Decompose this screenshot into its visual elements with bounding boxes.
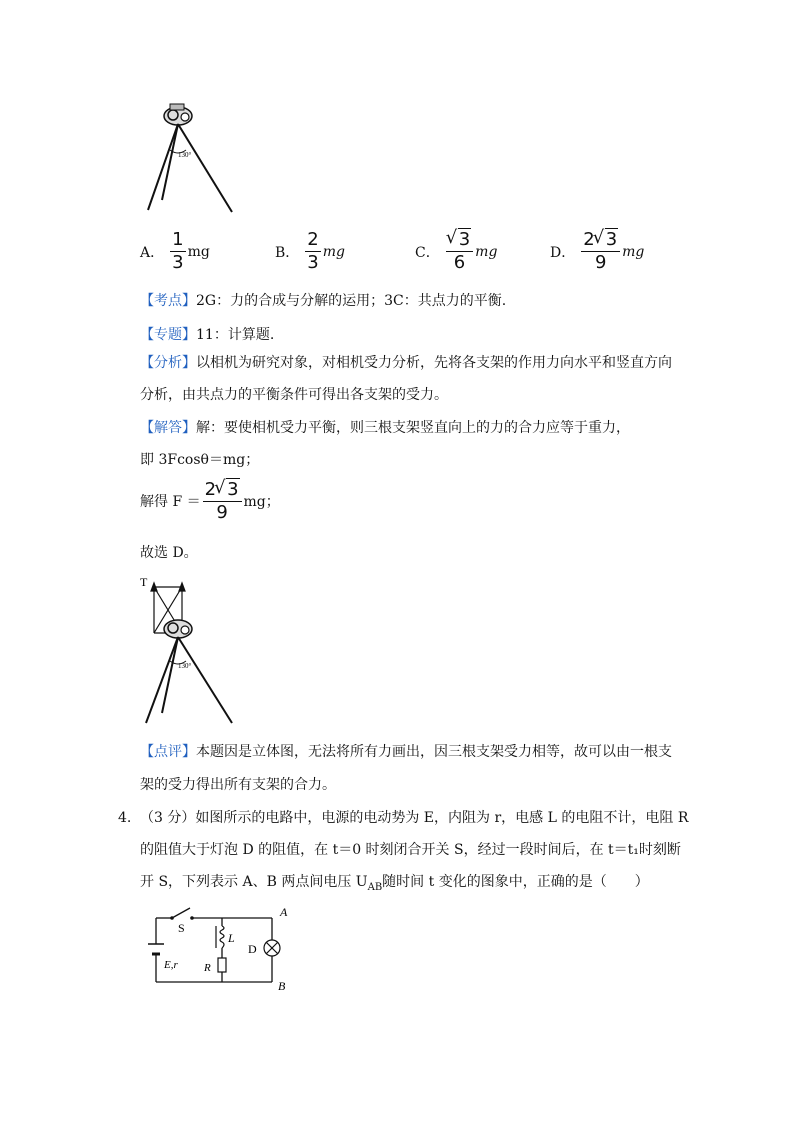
lamp-label: D bbox=[248, 942, 257, 956]
tripod-figure-2 bbox=[138, 573, 248, 728]
node-a-label: A bbox=[280, 905, 288, 919]
option-d: D． $\frac{2√ 3}{9}$ mg bbox=[550, 230, 644, 273]
jieda-line-4: 故选 D。 bbox=[140, 545, 198, 561]
resistor-icon bbox=[218, 958, 226, 972]
circuit-diagram bbox=[148, 900, 298, 995]
lamp-icon bbox=[264, 940, 280, 956]
source-label: E,r bbox=[164, 959, 178, 971]
fenxi-line-2: 分析，由共点力的平衡条件可得出各支架的受力。 bbox=[140, 387, 448, 403]
kaodian-line: 【考点】2G：力的合成与分解的运用；3C：共点力的平衡. bbox=[140, 293, 507, 309]
option-b: B． $\frac{2}{3}$ mg bbox=[275, 229, 345, 273]
resistor-label: R bbox=[204, 962, 211, 974]
zhuanti-line: 【专题】11：计算题. bbox=[140, 327, 275, 343]
battery-icon bbox=[148, 944, 164, 954]
option-a: A． $\frac{1}{3}$ mg bbox=[140, 229, 210, 273]
question-4-line-2: 的阻值大于灯泡 D 的阻值，在 t＝0 时刻闭合开关 S，经过一段时间后，在 t＝t₁时刻断 bbox=[140, 842, 681, 858]
switch-label: S bbox=[178, 921, 185, 935]
tripod-figure-1 bbox=[140, 98, 250, 218]
fenxi-line-1: 【分析】以相机为研究对象，对相机受力分析，先将各支架的作用力向水平和竖直方向 bbox=[140, 355, 672, 371]
inductor-label: L bbox=[228, 931, 235, 945]
node-b-label: B bbox=[278, 979, 286, 993]
question-4-line-1: （3 分）如图所示的电路中，电源的电动势为 E，内阻为 r，电感 L 的电阻不计，电阻 R bbox=[140, 810, 689, 826]
dianping-line-1: 【点评】本题因是立体图，无法将所有力画出，因三根支架受力相等，故可以由一根支 bbox=[140, 744, 672, 760]
jieda-line-1: 【解答】解：要使相机受力平衡，则三根支架竖直向上的力的合力应等于重力， bbox=[140, 420, 630, 436]
question-4-line-3: 开 S，下列表示 A、B 两点间电压 $U_{AB}$随时间 t 变化的图象中，正确的是（ ） bbox=[140, 874, 649, 893]
camera-icon bbox=[164, 620, 192, 638]
option-c: C． √ $\frac{3}{6}$ mg bbox=[415, 230, 497, 273]
jieda-line-2: 即 3Fcosθ＝mg； bbox=[140, 452, 260, 468]
angle-label: 130° bbox=[178, 662, 192, 670]
tripod-legs bbox=[148, 124, 232, 212]
dianping-line-2: 架的受力得出所有支架的合力。 bbox=[140, 777, 336, 793]
question-4-number: 4. bbox=[118, 810, 132, 826]
jieda-solve: 解得 F ＝ $\frac{2√ 3}{9}$ mg； bbox=[140, 480, 280, 523]
camera-icon bbox=[164, 104, 192, 125]
inductor-icon bbox=[216, 926, 224, 948]
force-label-t: T bbox=[140, 575, 148, 589]
tripod-legs bbox=[146, 637, 232, 723]
angle-label: 130° bbox=[178, 151, 192, 159]
